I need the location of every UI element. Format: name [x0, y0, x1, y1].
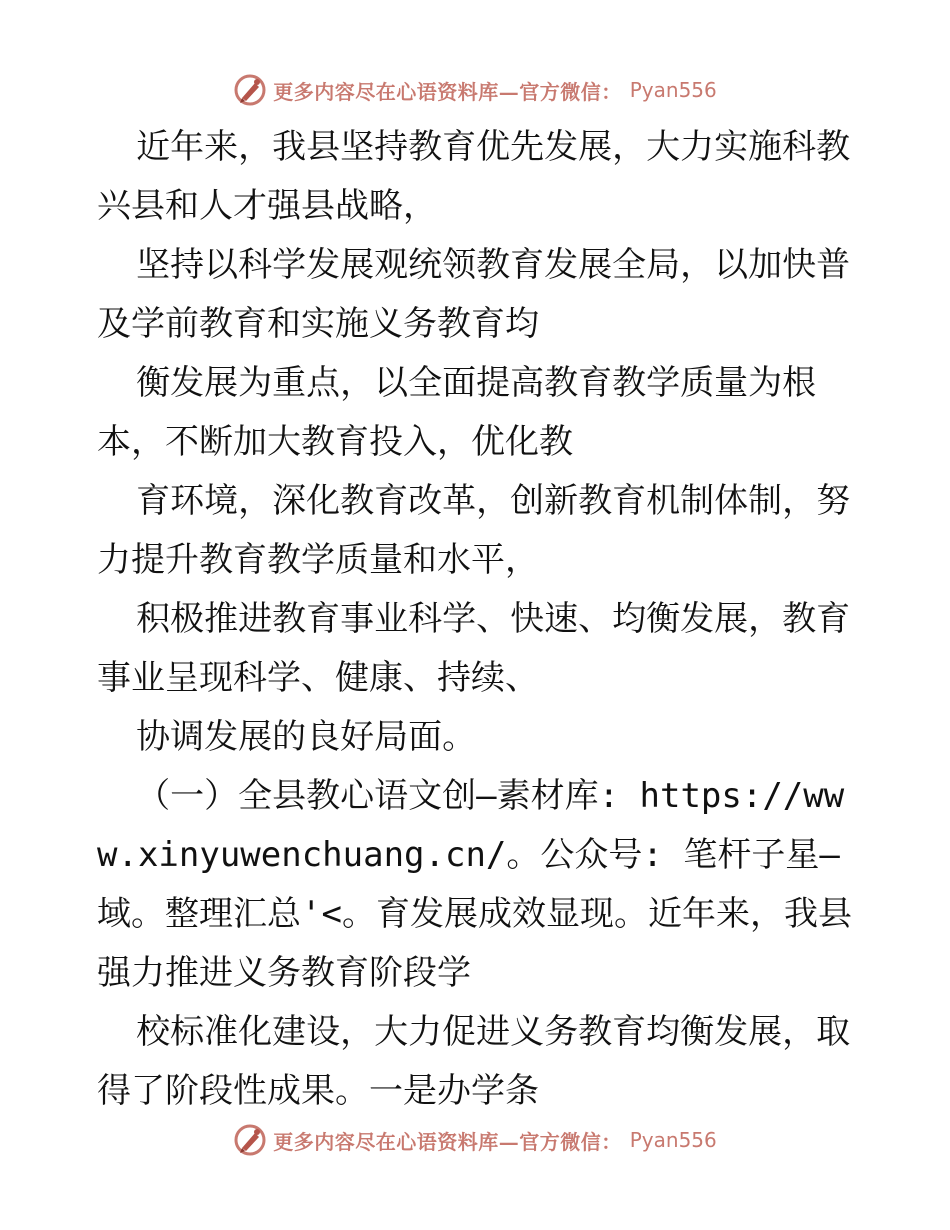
paragraph: 坚持以科学发展观统领教育发展全局，以加快普及学前教育和实施义务教育均: [97, 245, 851, 344]
pen-logo-icon: [233, 73, 267, 107]
header-watermark-banner: [0, 70, 950, 110]
watermark-text: 更多内容尽在心语资料库—官方微信：: [273, 1129, 622, 1154]
paragraph: （一）全县教心语文创—素材库: https://www.xinyuwenchuang.cn/。公众号: 笔杆子星—域。整理汇总'<。育发展成效显现。近年来，我县强力推进义务教育阶段学: [97, 776, 852, 993]
paragraph: 积极推进教育事业科学、快速、均衡发展，教育事业呈现科学、健康、持续、: [97, 599, 851, 698]
watermark-text: 更多内容尽在心语资料库—官方微信：: [273, 79, 622, 104]
pen-logo-icon: [233, 1123, 267, 1157]
paragraph: 近年来，我县坚持教育优先发展，大力实施科教兴县和人才强县战略，: [97, 127, 851, 226]
watermark-wechat-id: Pyan556: [629, 1128, 717, 1152]
paragraph: 校标准化建设，大力促进义务教育均衡发展，取得了阶段性成果。一是办学条: [97, 1012, 851, 1111]
paragraph: 协调发展的良好局面。: [136, 717, 477, 757]
watermark-wechat-id: Pyan556: [629, 78, 717, 102]
footer-watermark-banner: [0, 1120, 950, 1160]
paragraph: 育环境，深化教育改革，创新教育机制体制，努力提升教育教学质量和水平，: [97, 481, 851, 580]
paragraph: 衡发展为重点，以全面提高教育教学质量为根本，不断加大教育投入，优化教: [97, 363, 817, 462]
document-body: [97, 118, 867, 1121]
